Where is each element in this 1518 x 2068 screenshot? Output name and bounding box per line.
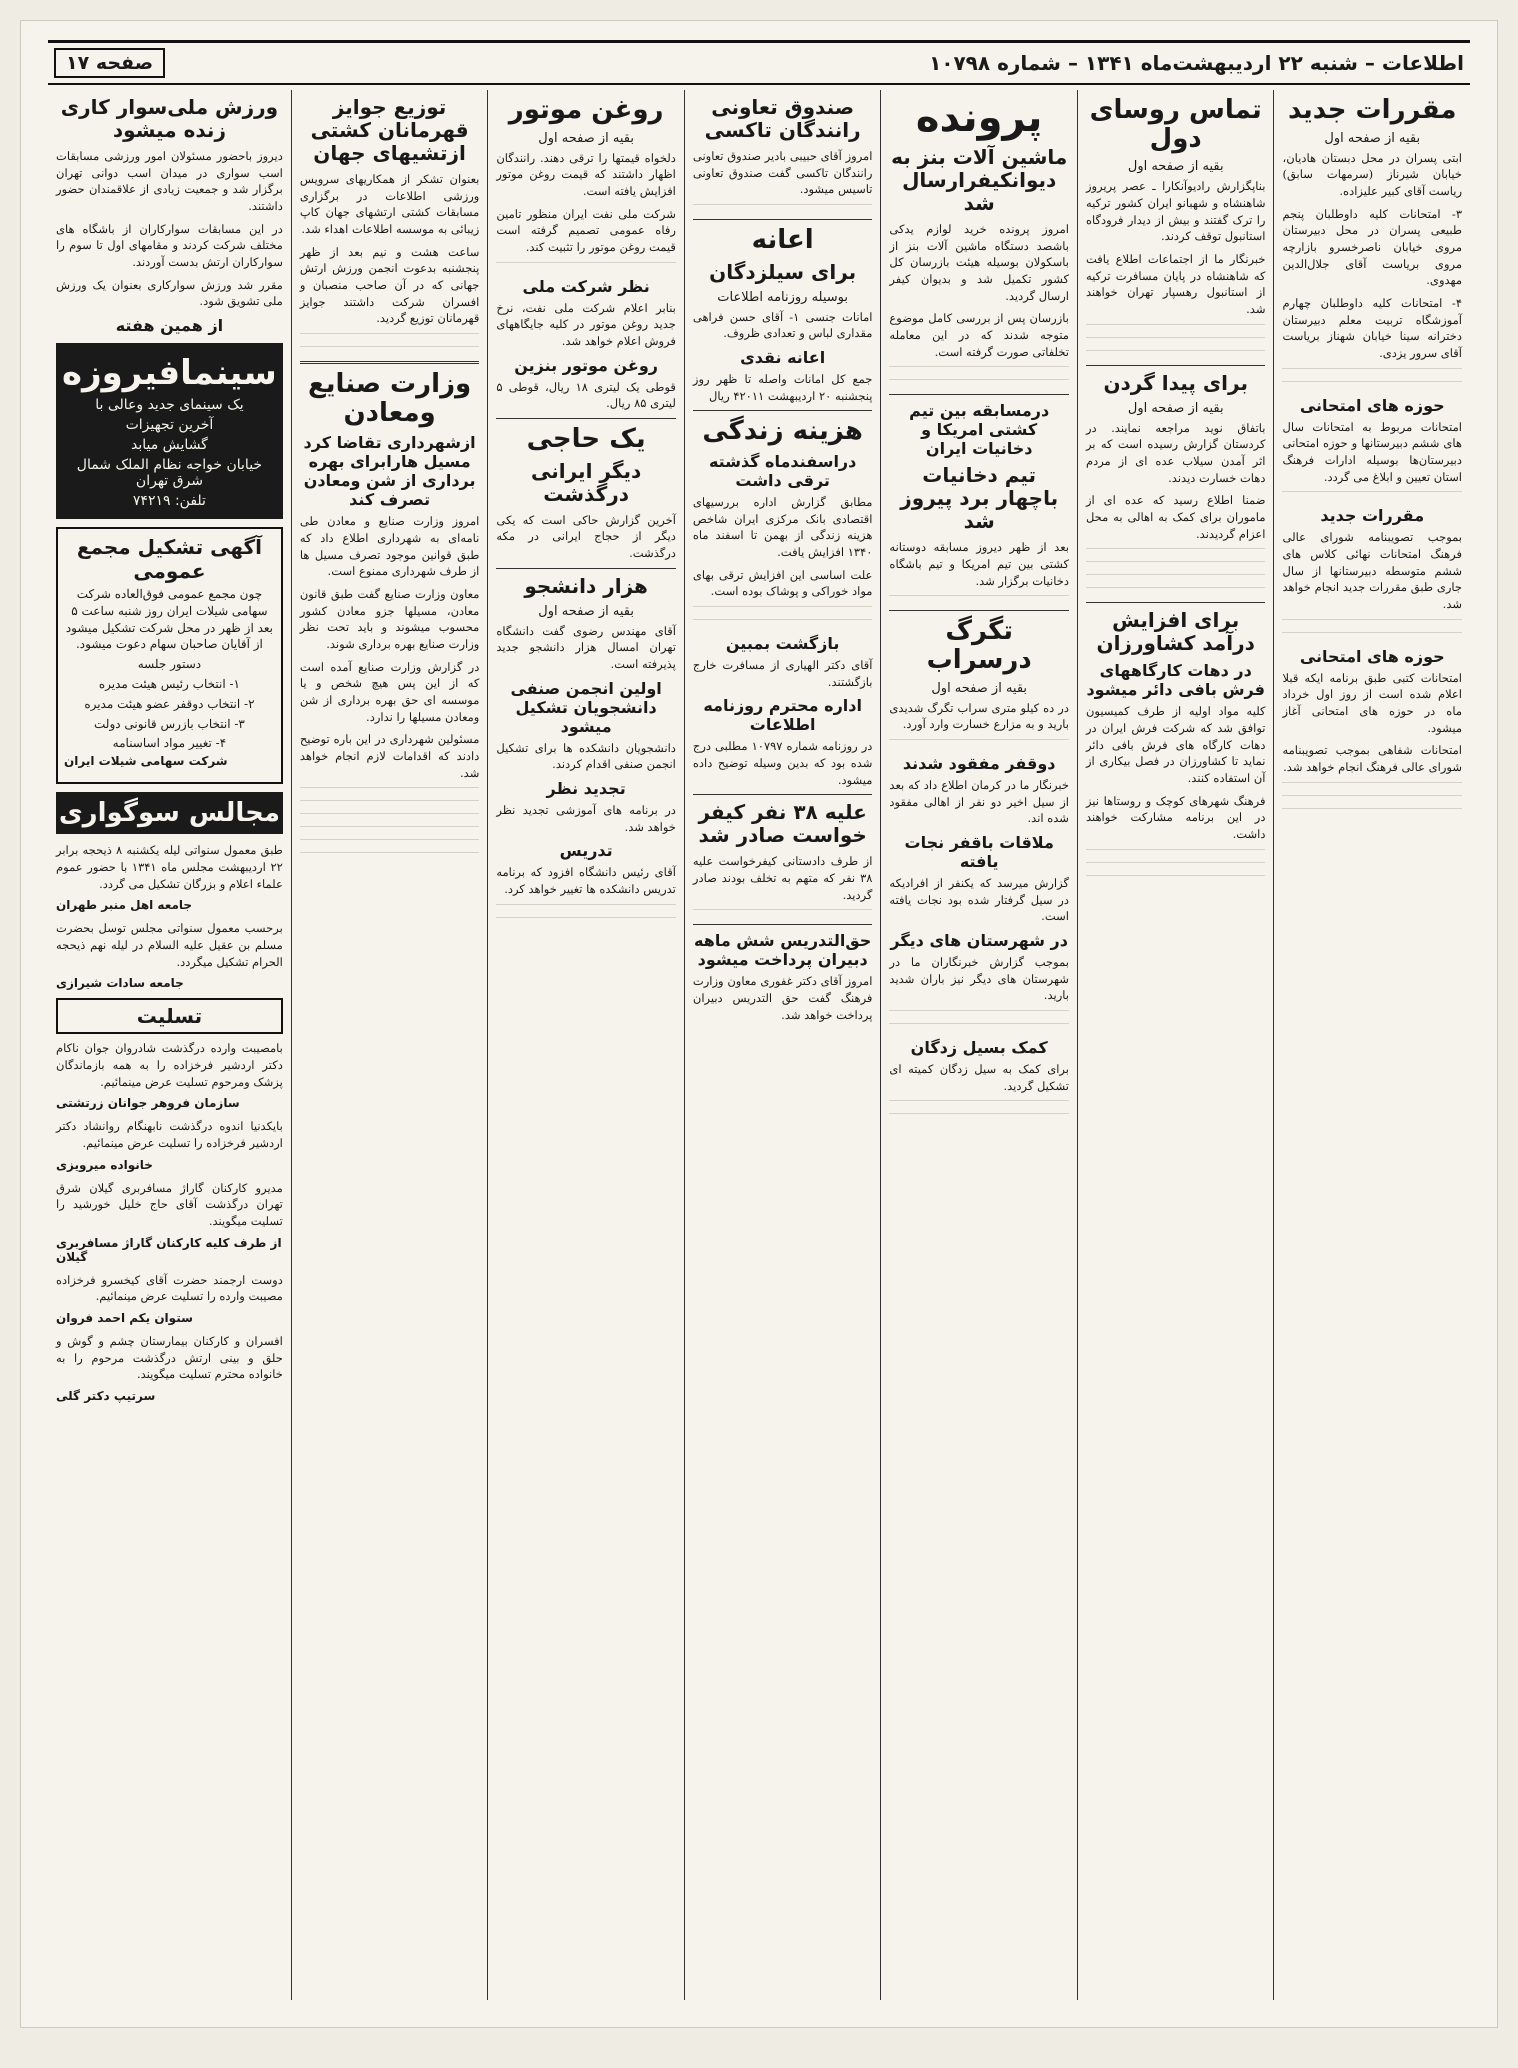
headline-finding: برای پیدا گردن xyxy=(1103,370,1248,395)
ad-cinema-firouzeh xyxy=(56,343,283,519)
continued-note: بقیه از صفحه اول xyxy=(538,130,634,146)
columns-grid xyxy=(48,90,1470,2000)
continued-note: بقیه از صفحه اول xyxy=(1324,130,1421,146)
paragraph: برای کمک به سیل زدگان کمیته ای تشکیل گردید. xyxy=(889,1061,1069,1093)
paragraph: دلخواه قیمتها را ترقی دهند. رانندگان اظهار داشتند که قیمت روغن موتور افزایش یافته است. xyxy=(496,150,676,198)
paragraph: دانشجویان دانشکده ها برای تشکیل انجمن صنفی اقدام کردند. xyxy=(496,740,676,772)
text-lines xyxy=(1086,849,1266,858)
subheading-rescued: ملاقات باقفر نجات یافته xyxy=(904,832,1054,871)
signature: خانواده میرویزی xyxy=(56,1157,153,1172)
subheading-return: بازگشت بمبین xyxy=(725,633,840,653)
ad-cinema-title: سینمافیروزه xyxy=(62,353,277,394)
headline-hail-sarab: تگرگ درسراب xyxy=(926,616,1032,675)
column-7 xyxy=(48,90,291,2000)
subheading-student-union: اولین انجمن صنفی دانشجویان تشکیل میشود xyxy=(510,678,662,736)
paragraph: آقای مهندس رضوی گفت دانشگاه تهران امسال هزار دانشجو جدید پذیرفته است. xyxy=(496,623,676,671)
headline-new-regulations: مقررات جدید xyxy=(1287,95,1457,125)
text-lines xyxy=(889,1100,1069,1109)
text-lines xyxy=(1086,574,1266,583)
page-number-box: صفحه ۱۷ xyxy=(54,48,165,78)
text-lines xyxy=(1282,491,1462,500)
column-4 xyxy=(684,90,881,2000)
text-lines xyxy=(1282,619,1462,628)
paragraph: در برنامه های آموزشی تجدید نظر خواهد شد. xyxy=(496,802,676,834)
paragraph: در روزنامه شماره ۱۰۷۹۷ مطلبی درج شده بود که بدین وسیله توضیح داده میشود. xyxy=(692,739,873,787)
headline-wrestling-prizes: توزیع جوایز قهرمانان کشتی ازتشیهای جهان xyxy=(310,95,469,165)
divider xyxy=(889,610,1069,611)
paragraph: امتحانات کتبی طبق برنامه ایکه قبلا اعلام شده است از روز اول خرداد ماه در حوزه های امتحانی آغاز میشود. xyxy=(1282,670,1462,735)
ad-cinema-phone: تلفن: ۷۴۲۱۹ xyxy=(132,493,206,510)
subheading-exam-zones-2: حوزه های امتحانی xyxy=(1299,646,1445,666)
paragraph: امتحانات شفاهی بموجب تصویبنامه شورای عالی فرهنگ انجام خواهد شد. xyxy=(1282,743,1462,775)
text-lines xyxy=(496,904,676,913)
divider xyxy=(496,568,676,569)
paragraph: بنابر اعلام شرکت ملی نفت، نرخ جدید روغن موتور در کلیه جایگاههای فروش اعلام خواهد شد. xyxy=(496,300,676,348)
paragraph: بازرسان پس از بررسی کامل موضوع متوجه شدند که در این معامله تخلفاتی صورت گرفته است. xyxy=(889,311,1069,359)
text-lines xyxy=(889,1113,1069,1122)
headline-tobacco-team-wins: تیم دخانیات باچهار برد پیروز شد xyxy=(900,463,1059,534)
paragraph: باتفاق نوید مراجعه نمایند. در کردستان گزارش رسیده است که بر اثر آمدن سیلاب عده ای از مردم دهات خسارت دیدند. xyxy=(1085,420,1266,485)
masthead xyxy=(48,40,1470,85)
paragraph: دوست ارجمند حضرت آقای کیخسرو فرخزاده مصیبت وارده را تسلیت عرض مینمائیم. xyxy=(56,1272,283,1304)
text-lines xyxy=(300,813,480,822)
label-this-week: از همین هفته xyxy=(115,316,224,336)
paragraph: جمع کل امانات واصله تا ظهر روز پنجشنبه ۲۰ اردیبهشت ۴۲۰۱۱ ریال xyxy=(692,371,873,403)
text-lines xyxy=(1086,337,1266,346)
headline-wrestling-kicker: درمسابقه بین تیم کشتی امریکا و دخانیات ایران xyxy=(909,401,1050,459)
column-5 xyxy=(487,90,684,2000)
ad-assembly-agenda-title: دستور جلسه xyxy=(137,657,202,672)
headline-motor-oil: روغن موتور xyxy=(508,95,664,125)
ad-assembly-signature: شرکت سهامی شیلات ایران xyxy=(64,754,228,769)
kicker-via-newspaper: بوسیله روزنامه اطلاعات xyxy=(717,289,849,305)
text-lines xyxy=(496,917,676,926)
paragraph: در این مسابقات سوارکاران از باشگاه های مختلف شرکت کردند و مقامهای اول تا سوم را سوارکاران ارتش بدست آوردند. xyxy=(56,221,283,270)
paragraph: شرکت ملی نفت ایران منظور تامین رفاه عمومی تصمیم گرفته است قیمت روغن موتور را تثبیت کند. xyxy=(496,206,676,254)
ad-assembly-item: ۱- انتخاب رئیس هیئت مدیره xyxy=(98,677,240,692)
column-6 xyxy=(291,90,488,2000)
subheading-review: تجدید نظر xyxy=(546,778,626,798)
paragraph: گزارش میرسد که یکنفر از افرادیکه در سیل گرفتار شده بود نجات یافته است. xyxy=(889,875,1069,924)
paragraph: آقای رئیس دانشگاه افزود که برنامه تدریس دانشکده ها تغییر خواهد کرد. xyxy=(496,865,676,896)
masthead-date-issue: اطلاعات – شنبه ۲۲ اردیبهشت‌ماه ۱۳۴۱ – شماره ۱۰۷۹۸ xyxy=(929,51,1464,75)
signature: جامعه اهل منبر طهران xyxy=(56,898,193,913)
subheading-new-regulations: مقررات جدید xyxy=(1320,506,1425,526)
ad-cinema-line: یک سینمای جدید وعالی با xyxy=(95,397,244,414)
subheading-flood-aid: کمک بسیل زدگان xyxy=(910,1037,1048,1057)
paragraph: کلیه مواد اولیه از طرف کمیسیون توافق شد که شرکت فرش ایران در دهات کارگاه های فرش بافی دائر نماید تا کشاورزان در فصل بیکاری از آن استفاده کنند. xyxy=(1085,704,1266,785)
subheading-company-view: نظر شرکت ملی xyxy=(522,276,650,296)
headline-taxi-fund: صندوق تعاونی رانندگان تاکسی xyxy=(704,95,861,142)
ad-assembly-title: آگهی تشکیل مجمع عمومی xyxy=(76,535,263,584)
paragraph: امانات جنسی ۱- آقای حسن فراهی مقداری لباس و تعدادی ظروف. xyxy=(692,309,873,341)
headline-ministry-industry: وزارت صنایع ومعادن xyxy=(307,369,472,428)
text-lines xyxy=(693,909,873,918)
paragraph: طبق معمول سنواتی لیله یکشنبه ۸ ذیحجه برابر ۲۲ اردیبهشت مجلس ماه ۱۳۴۱ با حضور عموم علماء اعلام و بزرگان تشکیل می گردد. xyxy=(56,843,283,891)
text-lines xyxy=(693,619,873,628)
subheading-exam-zones: حوزه های امتحانی xyxy=(1299,395,1445,415)
text-lines xyxy=(300,787,480,796)
paragraph: ۳- امتحانات کلیه داوطلبان پنجم طبیعی پسران در محل دبیرستان مروی خیابان ناصرخسرو بازارچه مروی بریاست آقای جلال‌الدین مهدوی. xyxy=(1282,206,1462,288)
ad-assembly-text: چون مجمع عمومی فوق‌العاده شرکت سهامی شیلات ایران روز شنبه ساعت ۵ بعد از ظهر در محل شرکت تشکیل میشود از آقایان صاحبان سهام دعوت میشود. xyxy=(65,587,274,652)
paragraph: دیروز باحضور مسئولان امور ورزشی مسابقات اسب سواری در میدان اسب دوانی تهران برگزار شد و جمعیت زیادی از علاقمندان حضور داشتند. xyxy=(56,149,283,214)
column-3 xyxy=(880,90,1077,2000)
ad-general-assembly xyxy=(56,527,283,784)
text-lines xyxy=(1086,548,1266,557)
box-condolence: تسلیت xyxy=(56,998,283,1034)
subheading-teaching: تدریس xyxy=(559,841,613,861)
text-lines xyxy=(1282,795,1462,804)
text-lines xyxy=(889,739,1069,748)
signature: سازمان فروهر جوانان زرتشتی xyxy=(56,1096,240,1111)
paragraph: افسران و کارکنان بیمارستان چشم و گوش و حلق و بینی ارتش درگذشت مرحوم را به خانواده محترم تسلیت میگویند. xyxy=(56,1333,283,1382)
continued-note: بقیه از صفحه اول xyxy=(1127,400,1224,416)
paragraph: آخرین گزارش حاکی است که یکی دیگر از حجاج ایرانی در مکه درگذشت. xyxy=(496,512,676,560)
ad-assembly-item: ۲- انتخاب دوقفر عضو هیئت مدیره xyxy=(84,696,255,711)
divider xyxy=(300,361,480,364)
masthead-right xyxy=(929,51,1464,75)
headline-indictment: علیه ۳۸ نفر کیفر خواست صادر شد xyxy=(698,800,867,848)
text-lines xyxy=(889,1023,1069,1032)
paragraph: ساعت هشت و نیم بعد از ظهر پنجشنبه بدعوت انجمن ورزش ارتش جهانی که در آن صاحب منصبان و افسران شرکت داشتند جوایز قهرمانان توزیع گردید. xyxy=(299,244,480,326)
paragraph: مقرر شد ورزش سوارکاری بعنوان یک ورزش ملی تشویق شود. xyxy=(56,277,283,309)
text-lines xyxy=(300,346,480,355)
text-lines xyxy=(1086,561,1266,570)
paragraph: خبرنگار ما از اجتماعات اطلاع یافت که شاهنشاه در پایان مسافرت ترکیه از استانبول رهسپار تهران خواهند شد. xyxy=(1085,251,1266,316)
ad-cinema-line: گشایش میابد xyxy=(131,437,208,454)
paragraph: امروز پرونده خرید لوازم یدکی باشصد دستگاه ماشین آلات بنز از باسکولان بوسیله هیئت بازرسان کل کشور تکمیل شد و بدیوان کیفر ارسال گردید. xyxy=(889,222,1069,303)
continued-note: بقیه از صفحه اول xyxy=(931,680,1028,696)
paragraph: ضمنا اطلاع رسید که عده ای از ماموران برای کمک به اهالی به محل اعزام گردیدند. xyxy=(1085,493,1266,541)
paragraph: قوطی یک لیتری ۱۸ ریال، قوطی ۵ لیتری ۸۵ ریال. xyxy=(496,379,676,411)
ad-assembly-item: ۳- انتخاب بازرس قانونی دولت xyxy=(94,716,245,731)
continued-note: بقیه از صفحه اول xyxy=(1127,159,1224,175)
signature: از طرف کلیه کارکنان گاراژ مسافربری گیلان xyxy=(56,1235,282,1264)
headline-flood-victims: برای سیلزدگان xyxy=(709,259,857,284)
text-lines xyxy=(1086,324,1266,333)
paragraph: در ده کیلو متری سراب تگرگ شدیدی بارید و به مزارع خسارت وارد آورد. xyxy=(889,700,1069,732)
continued-note: بقیه از صفحه اول xyxy=(538,603,634,619)
divider xyxy=(693,219,873,220)
divider xyxy=(693,794,873,795)
text-lines xyxy=(889,595,1069,604)
text-lines xyxy=(300,826,480,835)
paragraph: برحسب معمول سنواتی مجلس توسل بحضرت مسلم بن عقیل علیه السلام در لیله نهم ذیحجه الحرام تشکیل میگردد. xyxy=(56,921,283,969)
paragraph: امروز وزارت صنایع و معادن طی نامه‌ای به شهرداری اطلاع داد که طبق قوانین موجود تصرف مسیل ها از طرف شهرداری ممنوع است. xyxy=(299,514,480,579)
paragraph: بعنوان تشکر از همکاریهای سرویس ورزشی اطلاعات در برگزاری مسابقات کشتی ارتشهای جهان کاپ زیبائی به موسسه اطلاعات اهداء شد. xyxy=(299,172,480,237)
paragraph: بموجب تصویبنامه شورای عالی فرهنگ امتحانات نهائی کلاس های ششم متوسطه دبیرستانها از سال جاری طبق مقررات جدید انجام خواهد شد. xyxy=(1282,530,1462,612)
paragraph: فرهنگ شهرهای کوچک و روستاها نیز در این برنامه مشارکت خواهند داشت. xyxy=(1085,793,1266,841)
paragraph: آقای دکتر الهیاری از مسافرت خارج بازگشتند. xyxy=(692,657,873,689)
paragraph: خبرنگار ما در کرمان اطلاع داد که بعد از سیل اخیر دو نفر از اهالی مفقود شده اند. xyxy=(889,777,1069,826)
text-lines xyxy=(1086,862,1266,871)
paragraph: ۴- امتحانات کلیه داوطلبان چهارم آموزشگاه تربیت معلم دبیرستان دخترانه سینا خیابان شهناز بریاست آقای سرور یزدی. xyxy=(1282,295,1462,360)
newspaper-page xyxy=(20,20,1498,2028)
divider xyxy=(693,924,873,925)
column-2 xyxy=(1077,90,1274,2000)
signature: جامعه سادات شیرازی xyxy=(56,976,184,991)
paragraph: ابتی پسران در محل دبستان هادیان، خیابان شیرناز (سرمهات سابق) ریاست آقای کبیر علیزاده. xyxy=(1282,150,1462,198)
headline-donation: اعانه xyxy=(751,225,814,256)
headline-pilgrim-died: دیگر ایرانی درگذشت xyxy=(531,458,642,506)
subheading-cash-donations: اعانه نقدی xyxy=(740,347,826,367)
subheading-esfand-rise: دراسفندماه گذشته ترقی داشت xyxy=(708,451,857,490)
paragraph: از طرف دادستانی کیفرخواست علیه ۳۸ نفر که متهم به تخلف بودند صادر گردید. xyxy=(692,854,873,902)
headline-benz-machinery: ماشین آلات بنز به دیوانکیفرارسال شد xyxy=(891,145,1068,215)
text-lines xyxy=(889,1010,1069,1019)
text-lines xyxy=(1282,632,1462,641)
text-lines xyxy=(300,333,480,342)
paragraph: بعد از ظهر دیروز مسابقه دوستانه کشتی بین تیم امریکا و تیم باشگاه دخانیات برگزار شد. xyxy=(889,540,1069,588)
text-lines xyxy=(1282,368,1462,377)
divider xyxy=(889,394,1069,395)
paragraph: بموجب گزارش خبرنگاران ما در شهرستان های دیگر نیز باران شدید بارید. xyxy=(889,954,1069,1003)
signature: سرتیپ دکتر گلی xyxy=(56,1388,156,1403)
subheading-other-cities: در شهرستان های دیگر xyxy=(890,930,1068,950)
signature: ستوان یکم احمد فروان xyxy=(56,1310,193,1325)
band-mourning-ceremonies: مجالس سوگواری xyxy=(56,792,283,834)
text-lines xyxy=(693,204,873,213)
ad-assembly-item: ۴- تغییر مواد اساسنامه xyxy=(112,736,227,751)
paragraph: امروز آقای حبیبی بادیر صندوق تعاونی رانندگان تاکسی گفت صندوق تعاونی تاسیس میشود. xyxy=(692,149,873,197)
text-lines xyxy=(300,839,480,848)
headline-teachers-pay: حق‌التدریس شش ماهه دبیران پرداخت میشود xyxy=(694,931,872,970)
text-lines xyxy=(300,800,480,809)
text-lines xyxy=(889,379,1069,388)
divider xyxy=(1086,365,1266,366)
paragraph: علت اساسی این افزایش ترقی بهای مواد خوراکی و پوشاک بوده است. xyxy=(692,567,873,599)
paragraph: امتحانات مربوط به امتحانات سال های ششم دبیرستانها و حوزه امتحانی دبیرستان‌ها بوسیله ادارات فرهنگ استان تعیین و ابلاغ می گردد. xyxy=(1282,419,1462,484)
paragraph: در گزارش وزارت صنایع آمده است که از این پس هیچ شخص و یا موسسه ای حق بهره برداری از شن ومعادن مسیلها را ندارد. xyxy=(299,659,480,724)
subheading-carpet-workshops: در دهات کارگاههای فرش بافی دائر میشود xyxy=(1086,661,1265,700)
headline-heads-of-state: تماس روسای دول xyxy=(1089,95,1262,154)
text-lines xyxy=(1282,381,1462,390)
text-lines xyxy=(1282,808,1462,817)
paragraph: معاون وزارت صنایع گفت طبق قانون معادن، مسیلها جزو معادن کشور محسوب میشوند و باید تحت نظر وزارت صنایع بهره برداری شوند. xyxy=(299,586,480,651)
headline-horse-riding: ورزش ملی‌سوار کاری زنده میشود xyxy=(60,95,279,142)
paragraph: امروز آقای دکتر غفوری معاون وزارت فرهنگ گفت حق التدریس دبیران پرداخت خواهد شد. xyxy=(692,974,873,1022)
ad-cinema-address: خیابان خواجه نظام الملک شمال شرق تهران xyxy=(76,457,263,490)
paragraph: بناپگزارش رادیوآنکارا ـ عصر پریروز شاهنشاه و شهبانو ایران کشور ترکیه را ترک گفتند و بیش از دیدار فرودگاه استانبول توقف کردند. xyxy=(1085,179,1266,244)
subheading-letter-to-editor: اداره محترم روزنامه اطلاعات xyxy=(703,696,862,735)
text-lines xyxy=(300,852,480,861)
divider xyxy=(496,418,676,419)
subheading-municipality-request: ازشهرداری تقاضا کرد مسیل هارابرای بهره برداری از شن ومعادن تصرف کند xyxy=(303,433,476,510)
text-lines xyxy=(1086,875,1266,884)
divider xyxy=(1086,602,1266,603)
text-lines xyxy=(1086,587,1266,596)
paragraph: بامصیبت وارده درگذشت شادروان جوان ناکام دکتر اردشیر فرخزاده را به همه بازماندگان پزشک ومرحوم تسلیت عرض مینمائیم. xyxy=(56,1041,283,1089)
headline-cost-of-living: هزینه زندگی xyxy=(702,416,863,447)
headline-dossier: پرونده xyxy=(915,95,1043,141)
paragraph: مدیرو کارکنان گاراژ مسافربری گیلان شرق تهران درگذشت آقای حاج خلیل خورشید را تسلیت میگویند. xyxy=(56,1180,283,1228)
subheading-oil-prices: روغن موتور بنزین xyxy=(514,355,658,375)
headline-thousand-students: هزار دانشجو xyxy=(524,573,648,598)
column-1 xyxy=(1273,90,1470,2000)
text-lines xyxy=(1282,782,1462,791)
paragraph: بایکدنیا اندوه درگذشت نابهنگام روانشاد دکتر اردشیر فرخزاده را تسلیت عرض مینمائیم. xyxy=(56,1119,283,1150)
divider xyxy=(693,410,873,411)
subheading-two-missing: دوقفر مفقود شدند xyxy=(902,753,1056,773)
ad-cinema-line: آخرین تجهیزات xyxy=(125,417,214,434)
headline-pilgrim: یک حاجی xyxy=(526,423,646,454)
paragraph: مطابق گزارش اداره بررسیهای اقتصادی بانک مرکزی ایران شاخص هزینه زندگی از بهمن تا اسفند ماه ۱۳۴۰ افزایش یافت. xyxy=(692,494,873,559)
paragraph: مسئولین شهرداری در این باره توضیح دادند که اقدامات لازم انجام خواهد شد. xyxy=(299,732,480,780)
text-lines xyxy=(693,606,873,615)
headline-farmers-income: برای افزایش درآمد کشاورزان xyxy=(1096,608,1255,656)
text-lines xyxy=(496,262,676,271)
text-lines xyxy=(1086,350,1266,359)
text-lines xyxy=(889,366,1069,375)
